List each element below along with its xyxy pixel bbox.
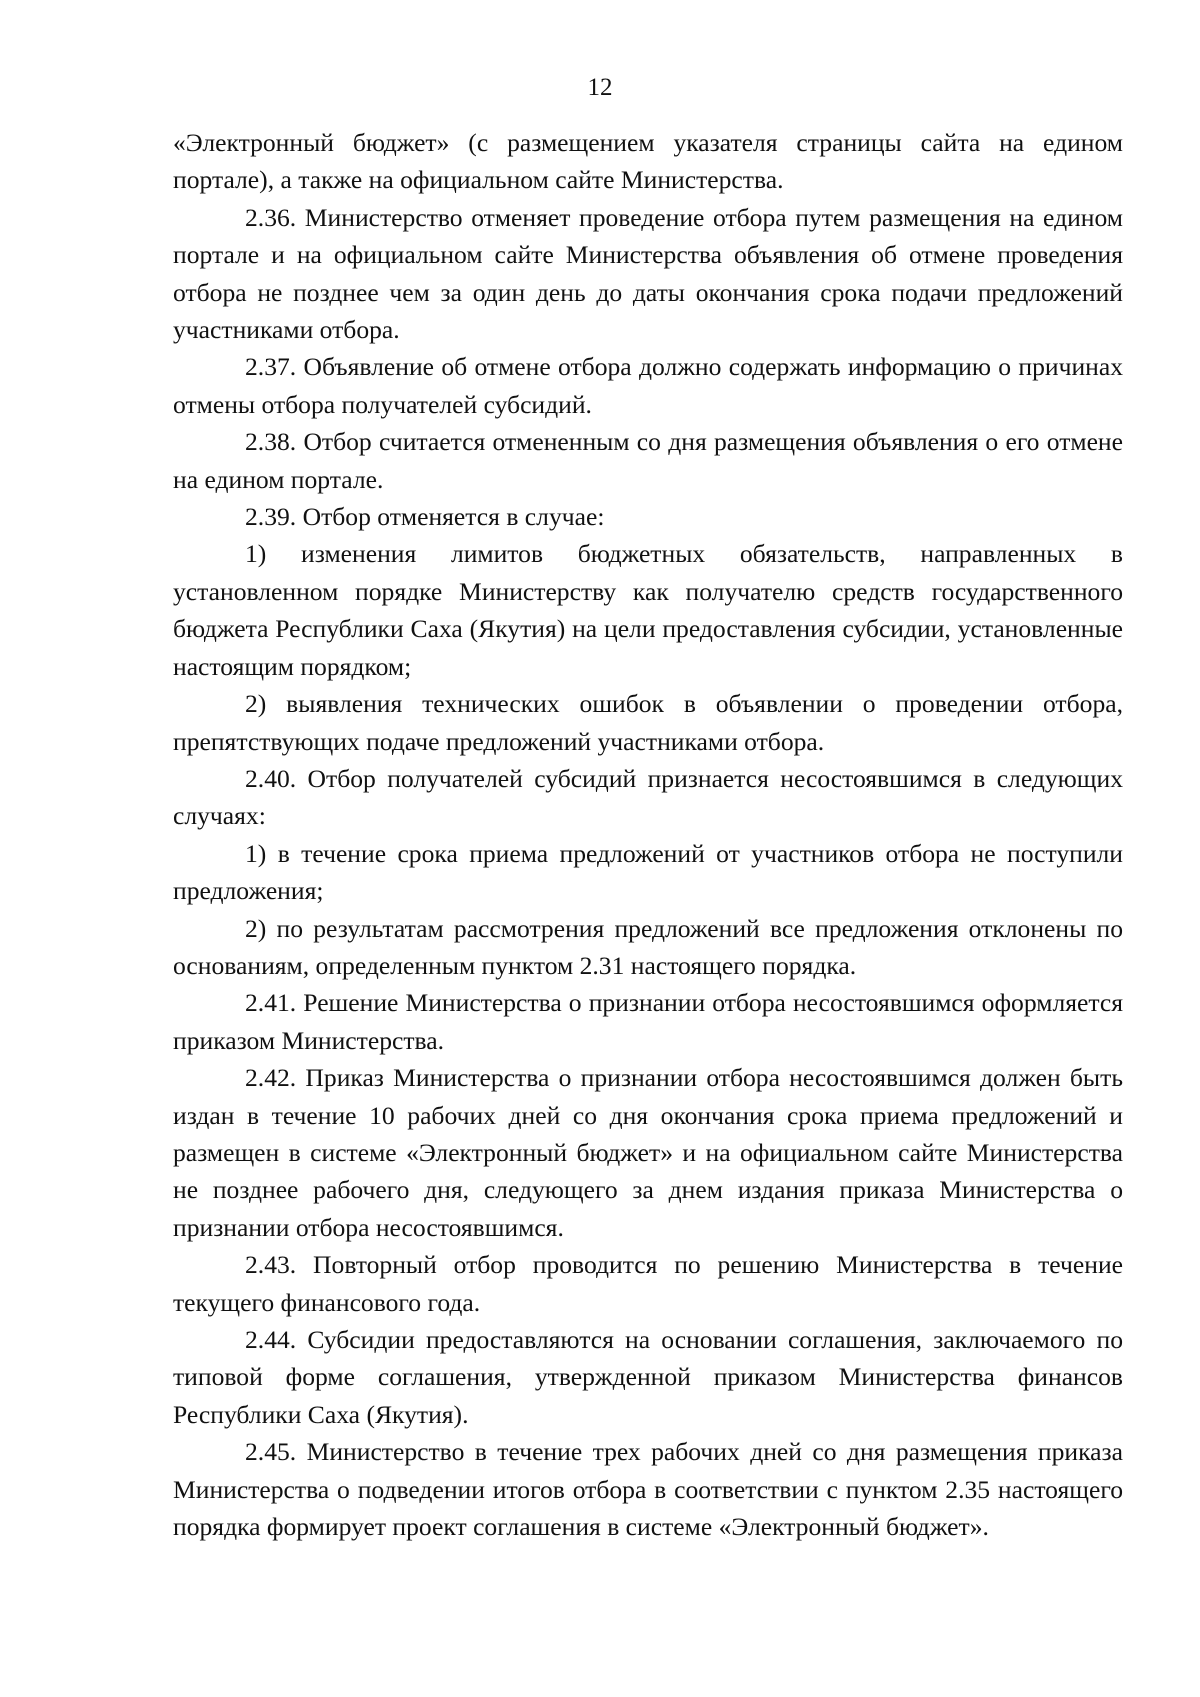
list-item-2-39-1: 1) изменения лимитов бюджетных обязательств, направленных в установленном порядке Министерству как получателю средств государственного бюджета Республики Саха (Якутия) на цели предоставления субсидии, установленные настоящим порядком; (173, 539, 1123, 681)
paragraph-2-38: 2.38. Отбор считается отмененным со дня размещения объявления о его отмене на едином портале. (173, 427, 1123, 494)
paragraph-2-43: 2.43. Повторный отбор проводится по решению Министерства в течение текущего финансового года. (173, 1250, 1123, 1317)
paragraph-2-37: 2.37. Объявление об отмене отбора должно содержать информацию о причинах отмены отбора получателей субсидий. (173, 352, 1123, 419)
list-item-2-40-2: 2) по результатам рассмотрения предложений все предложения отклонены по основаниям, определенным пунктом 2.31 настоящего порядка. (173, 913, 1123, 980)
paragraph-2-44: 2.44. Субсидии предоставляются на основании соглашения, заключаемого по типовой форме соглашения, утвержденной приказом Министерства финансов Республики Саха (Якутия). (173, 1325, 1123, 1429)
list-item-2-40-1: 1) в течение срока приема предложений от участников отбора не поступили предложения; (173, 838, 1123, 906)
paragraph-2-40: 2.40. Отбор получателей субсидий признается несостоявшимся в следующих случаях: (173, 763, 1123, 831)
paragraph-continuation: «Электронный бюджет» (с размещением указателя страницы сайта на едином портале), а также на официальном сайте Министерства. (173, 128, 1123, 195)
paragraph-2-42: 2.42. Приказ Министерства о признании отбора несостоявшимся должен быть издан в течение 10 рабочих дней со дня окончания срока приема предложений и размещен в системе «Электронный бюджет» и на официальном сайте Министерства не позднее рабочего дня, следующего за днем издания приказа Министерства о признании отбора несостоявшимся. (173, 1063, 1123, 1242)
paragraph-2-45: 2.45. Министерство в течение трех рабочих дней со дня размещения приказа Министерства о подведении итогов отбора в соответствии с пунктом 2.35 настоящего порядка формирует проект соглашения в системе «Электронный бюджет». (173, 1437, 1123, 1542)
list-item-2-39-2: 2) выявления технических ошибок в объявлении о проведении отбора, препятствующих подаче предложений участниками отбора. (173, 689, 1123, 756)
paragraph-2-41: 2.41. Решение Министерства о признании отбора несостоявшимся оформляется приказом Министерства. (173, 988, 1123, 1055)
page-number: 12 (587, 74, 613, 101)
paragraph-2-39: 2.39. Отбор отменяется в случае: (245, 502, 605, 532)
paragraph-2-36: 2.36. Министерство отменяет проведение отбора путем размещения на едином портале и на официальном сайте Министерства объявления об отмене проведения отбора не позднее чем за один день до даты окончания срока подачи предложений участниками отбора. (173, 202, 1123, 345)
document-body (173, 124, 1123, 1545)
